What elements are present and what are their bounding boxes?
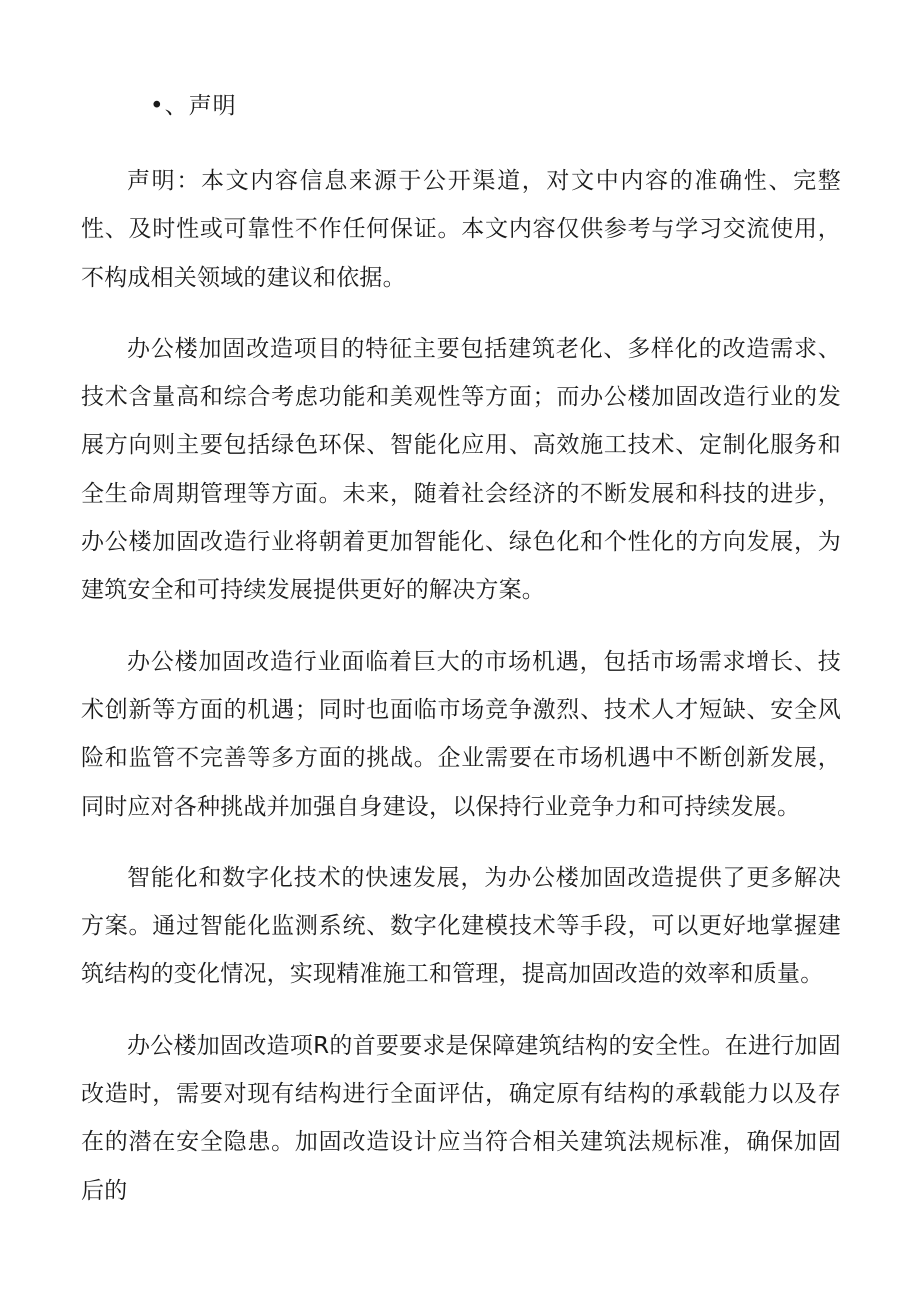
paragraph-opportunities-and-challenges: 办公楼加固改造行业面临着巨大的市场机遇，包括市场需求增长、技术创新等方面的机遇；同时也面临市场竞争激烈、技术人才短缺、安全风险和监管不完善等多方面的挑战。企业需要在市场机遇中不断创新发展，同时应对各种挑战并加强自身建设，以保持行业竞争力和可持续发展。 bbox=[81, 648, 841, 820]
paragraph-safety-requirements: 办公楼加固改造项R的首要要求是保障建筑结构的安全性。在进行加固改造时，需要对现有结构进行全面评估，确定原有结构的承载能力以及存在的潜在安全隐患。加固改造设计应当符合相关建筑法规标准，确保加固后的 bbox=[81, 1032, 841, 1204]
paragraph-features-and-trends: 办公楼加固改造项目的特征主要包括建筑老化、多样化的改造需求、技术含量高和综合考虑功能和美观性等方面；而办公楼加固改造行业的发展方向则主要包括绿色环保、智能化应用、高效施工技术、定制化服务和全生命周期管理等方面。未来，随着社会经济的不断发展和科技的进步，办公楼加固改造行业将朝着更加智能化、绿色化和个性化的方向发展，为建筑安全和可持续发展提供更好的解决方案。 bbox=[81, 335, 841, 604]
document-body bbox=[81, 82, 841, 1238]
section-heading: •、声明 bbox=[150, 93, 237, 119]
paragraph-digital-technology: 智能化和数字化技术的快速发展，为办公楼加固改造提供了更多解决方案。通过智能化监测系统、数字化建模技术等手段，可以更好地掌握建筑结构的变化情况，实现精准施工和管理，提高加固改造的效率和质量。 bbox=[81, 864, 841, 988]
paragraph-disclaimer: 声明：本文内容信息来源于公开渠道，对文中内容的准确性、完整性、及时性或可靠性不作任何保证。本文内容仅供参考与学习交流使用，不构成相关领域的建议和依据。 bbox=[81, 168, 841, 291]
